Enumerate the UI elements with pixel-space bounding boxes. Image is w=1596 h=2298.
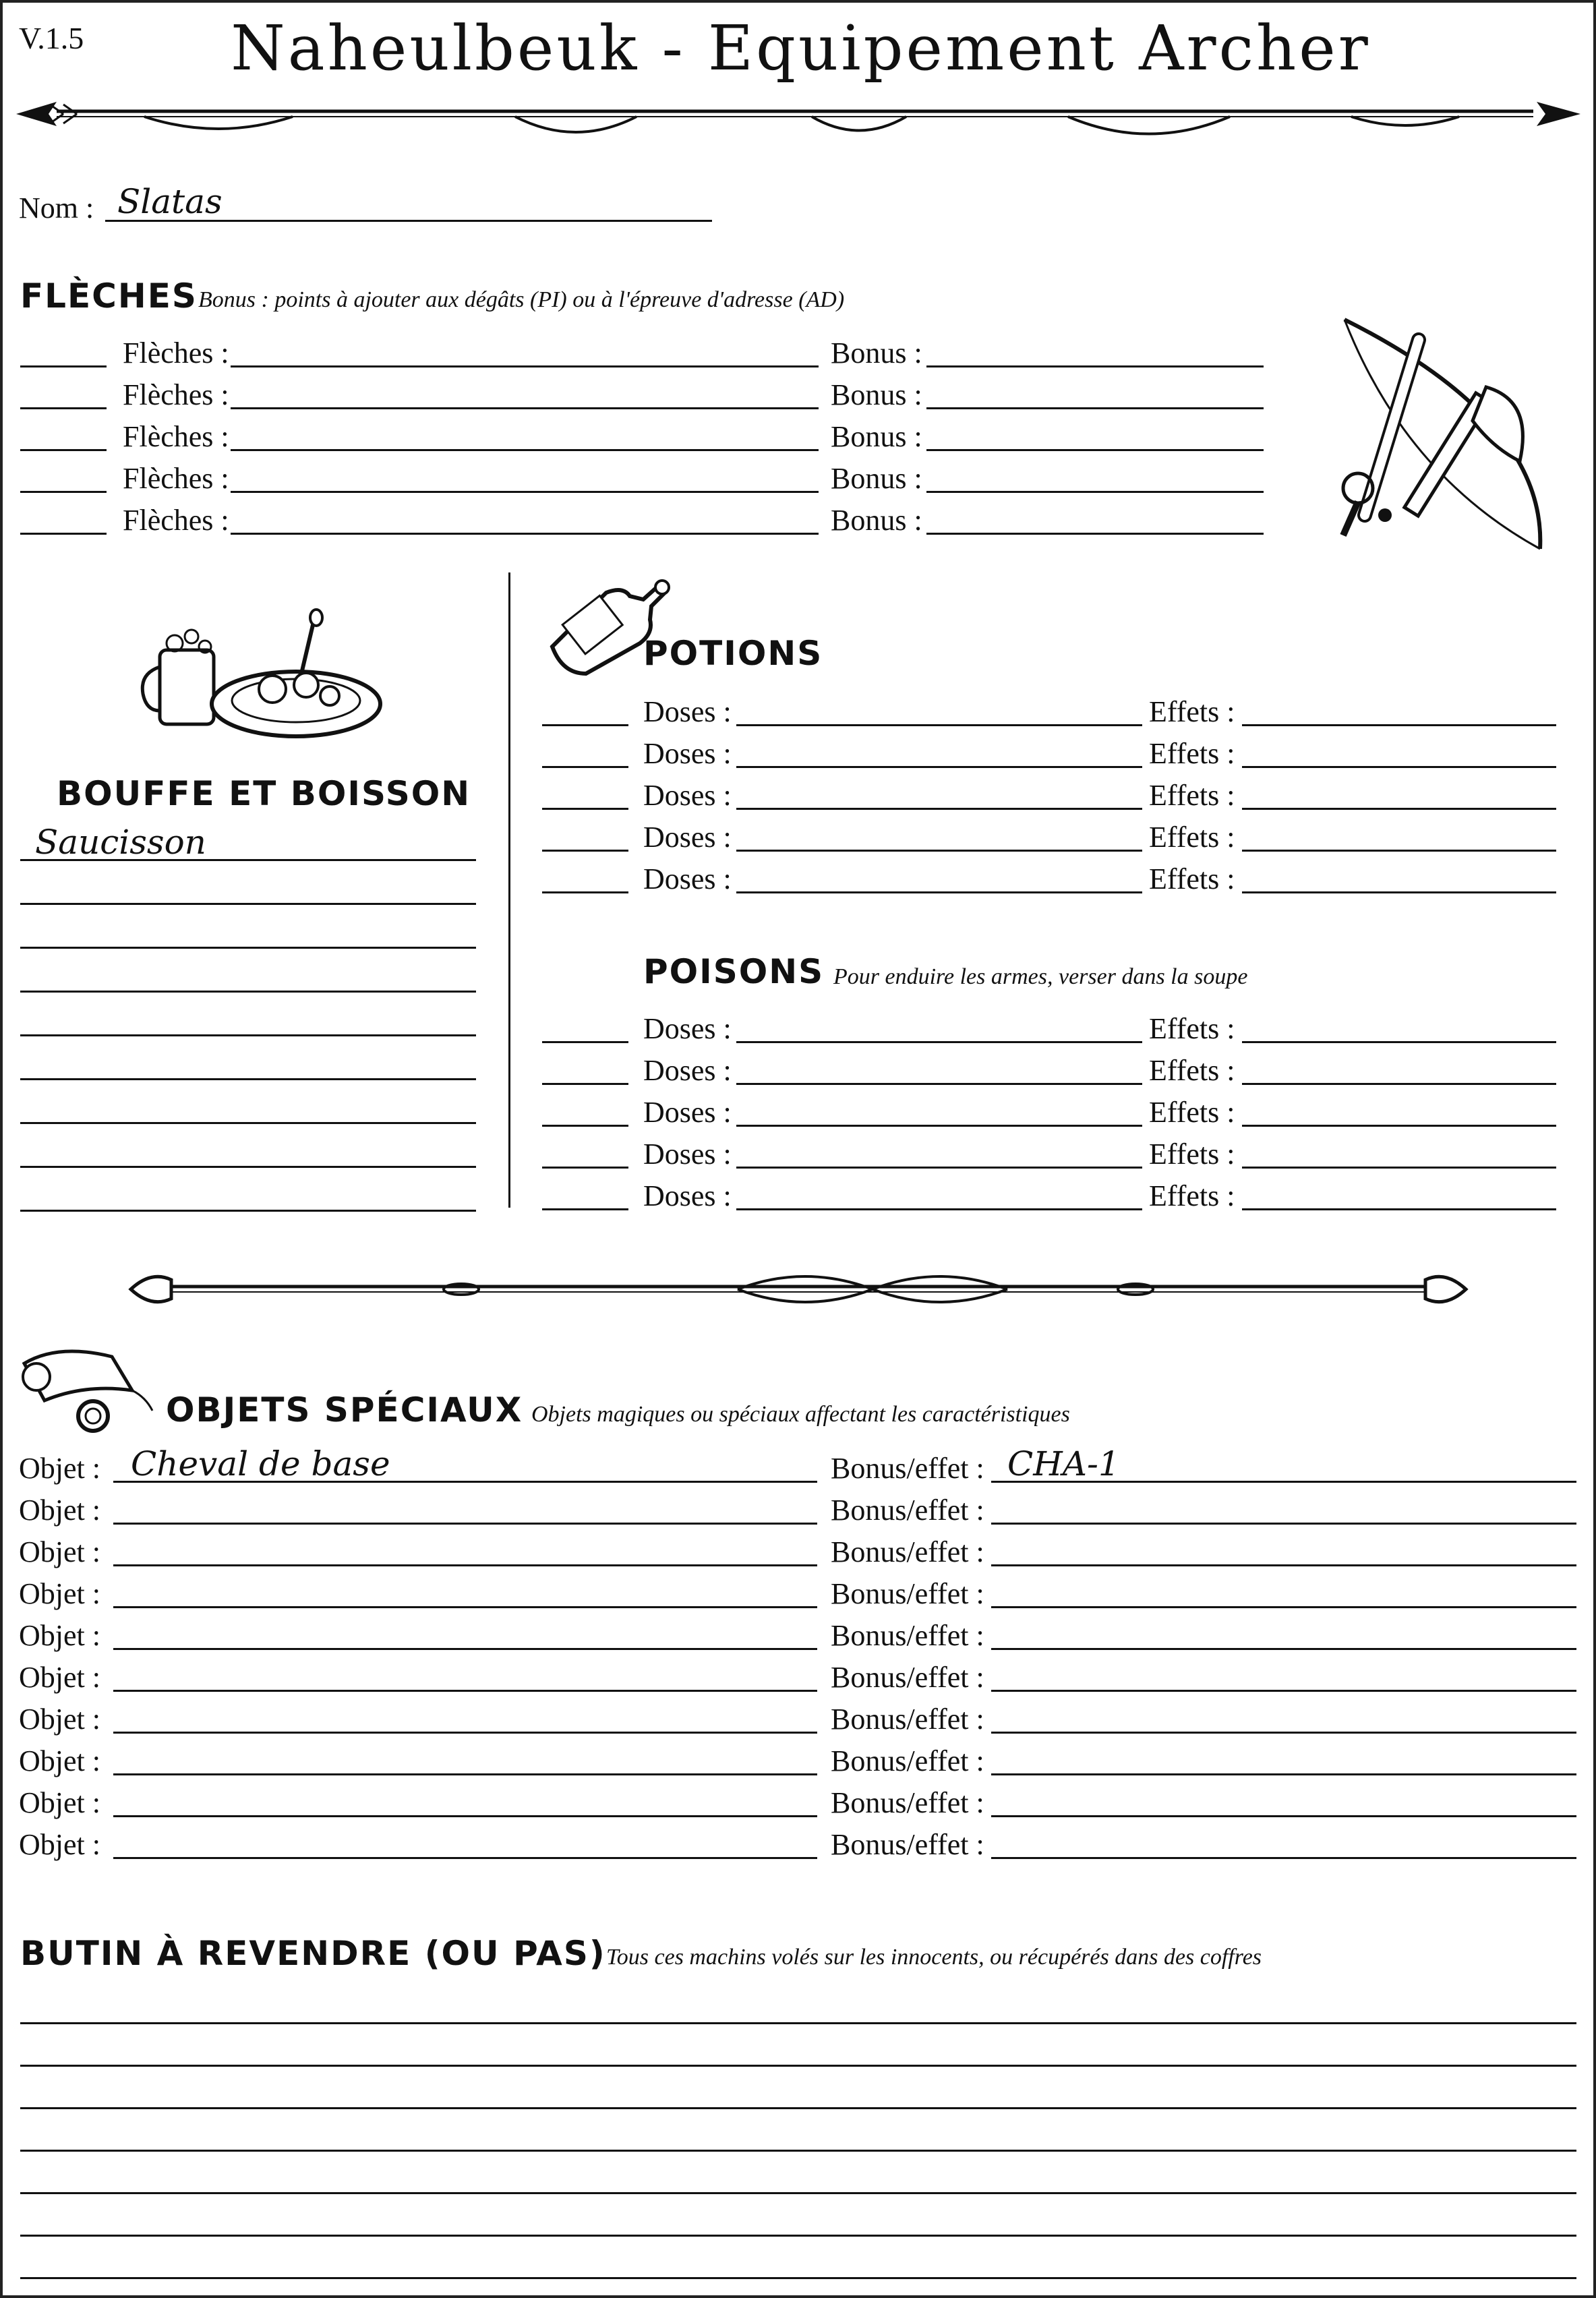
bonus-effect-field[interactable] <box>991 1523 1576 1525</box>
food-entry-field[interactable] <box>20 947 476 949</box>
loot-entry-field[interactable] <box>20 2235 1576 2237</box>
object-value: Cheval de base <box>131 1444 390 1483</box>
food-entry-field[interactable] <box>20 1210 476 1212</box>
arrow-bonus-field[interactable] <box>926 449 1264 451</box>
loot-entry-field[interactable] <box>20 2192 1576 2194</box>
object-label: Objet : <box>19 1452 100 1485</box>
arrow-row-label: Flèches : <box>123 504 229 537</box>
poisons-effects-field[interactable] <box>1242 1208 1556 1210</box>
arrow-bonus-field[interactable] <box>926 491 1264 493</box>
special-heading: OBJETS SPÉCIAUX <box>166 1390 523 1430</box>
name-label: Nom : <box>19 192 94 225</box>
bonus-effect-label: Bonus/effet : <box>831 1535 984 1568</box>
object-label: Objet : <box>19 1535 100 1568</box>
loot-entry-field[interactable] <box>20 2277 1576 2279</box>
arrow-type-field[interactable] <box>231 449 819 451</box>
potions-doses-label: Doses : <box>643 779 732 812</box>
poisons-effects-label: Effets : <box>1149 1012 1235 1045</box>
potions-count-field[interactable] <box>542 766 628 768</box>
potions-doses-label: Doses : <box>643 862 732 895</box>
name-field[interactable]: Slatas <box>117 182 223 221</box>
arrow-bonus-field[interactable] <box>926 365 1264 367</box>
crossed-weapons-icon <box>1324 313 1574 556</box>
bonus-effect-label: Bonus/effet : <box>831 1661 984 1694</box>
poisons-count-field[interactable] <box>542 1125 628 1127</box>
potions-effects-field[interactable] <box>1242 808 1556 810</box>
bonus-effect-field[interactable] <box>991 1815 1576 1817</box>
arrow-count-field[interactable] <box>20 491 107 493</box>
bonus-effect-field[interactable] <box>991 1690 1576 1692</box>
potions-effects-field[interactable] <box>1242 724 1556 726</box>
bonus-effect-value: CHA-1 <box>1007 1444 1120 1483</box>
poisons-doses-field[interactable] <box>736 1167 1142 1169</box>
poisons-doses-label: Doses : <box>643 1179 732 1212</box>
object-label: Objet : <box>19 1661 100 1694</box>
poisons-doses-field[interactable] <box>736 1083 1142 1085</box>
poisons-heading: POISONS <box>643 952 825 991</box>
poisons-count-field[interactable] <box>542 1083 628 1085</box>
potions-count-field[interactable] <box>542 850 628 852</box>
bonus-effect-label: Bonus/effet : <box>831 1577 984 1610</box>
poisons-effects-label: Effets : <box>1149 1096 1235 1129</box>
potions-effects-label: Effets : <box>1149 779 1235 812</box>
poisons-doses-label: Doses : <box>643 1138 732 1171</box>
potions-effects-field[interactable] <box>1242 766 1556 768</box>
loot-entry-field[interactable] <box>20 2150 1576 2152</box>
arrow-bonus-label: Bonus : <box>831 420 922 453</box>
bonus-effect-label: Bonus/effet : <box>831 1828 984 1861</box>
object-label: Objet : <box>19 1494 100 1527</box>
food-entry-text: Saucisson <box>35 823 206 862</box>
poisons-doses-field[interactable] <box>736 1125 1142 1127</box>
version-label: V.1.5 <box>19 21 84 55</box>
poisons-effects-label: Effets : <box>1149 1054 1235 1087</box>
potions-effects-label: Effets : <box>1149 821 1235 854</box>
poisons-effects-field[interactable] <box>1242 1083 1556 1085</box>
arrow-bonus-label: Bonus : <box>831 504 922 537</box>
potions-effects-field[interactable] <box>1242 850 1556 852</box>
arrow-bonus-label: Bonus : <box>831 378 922 411</box>
object-label: Objet : <box>19 1703 100 1736</box>
potions-doses-field[interactable] <box>736 766 1142 768</box>
arrow-row-label: Flèches : <box>123 336 229 370</box>
poisons-count-field[interactable] <box>542 1167 628 1169</box>
arrow-bonus-field[interactable] <box>926 533 1264 535</box>
bonus-effect-field[interactable] <box>991 1773 1576 1775</box>
arrow-bonus-label: Bonus : <box>831 336 922 370</box>
poisons-doses-field[interactable] <box>736 1208 1142 1210</box>
poisons-count-field[interactable] <box>542 1208 628 1210</box>
object-field[interactable] <box>113 1815 817 1817</box>
arrow-bonus-field[interactable] <box>926 407 1264 409</box>
bonus-effect-field[interactable] <box>991 1732 1576 1734</box>
bonus-effect-label: Bonus/effet : <box>831 1744 984 1777</box>
object-label: Objet : <box>19 1619 100 1652</box>
food-and-mug-icon <box>141 610 384 741</box>
arrow-count-field[interactable] <box>20 533 107 535</box>
poisons-effects-field[interactable] <box>1242 1167 1556 1169</box>
bonus-effect-field[interactable] <box>991 1564 1576 1566</box>
poisons-count-field[interactable] <box>542 1041 628 1043</box>
object-field[interactable] <box>113 1606 817 1608</box>
name-line <box>105 220 712 222</box>
bonus-effect-label: Bonus/effet : <box>831 1703 984 1736</box>
potions-effects-label: Effets : <box>1149 737 1235 770</box>
potions-doses-field[interactable] <box>736 724 1142 726</box>
poisons-effects-label: Effets : <box>1149 1138 1235 1171</box>
special-subtitle: Objets magiques ou spéciaux affectant les caractéristiques <box>531 1402 1070 1427</box>
object-label: Objet : <box>19 1577 100 1610</box>
potions-effects-label: Effets : <box>1149 862 1235 895</box>
food-entry-field[interactable] <box>20 1034 476 1036</box>
column-divider <box>508 572 510 1208</box>
arrow-bonus-label: Bonus : <box>831 462 922 495</box>
poisons-effects-field[interactable] <box>1242 1041 1556 1043</box>
potions-doses-field[interactable] <box>736 808 1142 810</box>
poisons-doses-label: Doses : <box>643 1012 732 1045</box>
arrow-type-field[interactable] <box>231 407 819 409</box>
arrow-row-label: Flèches : <box>123 420 229 453</box>
potions-count-field[interactable] <box>542 891 628 893</box>
loot-subtitle: Tous ces machins volés sur les innocents, ou récupérés dans des coffres <box>606 1945 1262 1970</box>
arrow-count-field[interactable] <box>20 365 107 367</box>
bonus-effect-label: Bonus/effet : <box>831 1619 984 1652</box>
potions-doses-field[interactable] <box>736 850 1142 852</box>
poisons-doses-label: Doses : <box>643 1054 732 1087</box>
poisons-doses-label: Doses : <box>643 1096 732 1129</box>
object-field[interactable] <box>113 1732 817 1734</box>
arrow-type-field[interactable] <box>231 365 819 367</box>
potions-effects-label: Effets : <box>1149 695 1235 728</box>
potions-heading: POTIONS <box>643 634 823 673</box>
object-label: Objet : <box>19 1744 100 1777</box>
bonus-effect-label: Bonus/effet : <box>831 1452 984 1485</box>
arrow-count-field[interactable] <box>20 449 107 451</box>
potions-doses-field[interactable] <box>736 891 1142 893</box>
arrow-count-field[interactable] <box>20 407 107 409</box>
poisons-effects-label: Effets : <box>1149 1179 1235 1212</box>
potions-count-field[interactable] <box>542 808 628 810</box>
arrow-type-field[interactable] <box>231 533 819 535</box>
arrows-subtitle: Bonus : points à ajouter aux dégâts (PI) ou à l'épreuve d'adresse (AD) <box>198 287 845 312</box>
arrows-heading: FLÈCHES <box>20 276 198 316</box>
loot-entry-field[interactable] <box>20 2065 1576 2067</box>
arrow-divider-icon <box>16 87 1580 154</box>
loot-entry-field[interactable] <box>20 2022 1576 2024</box>
bonus-effect-label: Bonus/effet : <box>831 1494 984 1527</box>
potions-doses-label: Doses : <box>643 821 732 854</box>
object-field[interactable] <box>113 1857 817 1859</box>
page-title: Naheulbeuk - Equipement Archer <box>231 12 1371 84</box>
arrow-row-label: Flèches : <box>123 378 229 411</box>
poisons-subtitle: Pour enduire les armes, verser dans la soupe <box>833 964 1248 989</box>
object-field[interactable] <box>113 1690 817 1692</box>
potions-doses-label: Doses : <box>643 737 732 770</box>
arrow-row-label: Flèches : <box>123 462 229 495</box>
food-heading: BOUFFE ET BOISSON <box>57 774 471 813</box>
poisons-doses-field[interactable] <box>736 1041 1142 1043</box>
object-field[interactable] <box>113 1773 817 1775</box>
food-entry-field[interactable] <box>20 903 476 905</box>
potions-doses-label: Doses : <box>643 695 732 728</box>
scroll-and-ring-icon <box>18 1336 159 1438</box>
object-label: Objet : <box>19 1828 100 1861</box>
bonus-effect-label: Bonus/effet : <box>831 1786 984 1819</box>
object-label: Objet : <box>19 1786 100 1819</box>
loot-entry-field[interactable] <box>20 2107 1576 2109</box>
object-field[interactable] <box>113 1648 817 1650</box>
arrow-type-field[interactable] <box>231 491 819 493</box>
food-entry-field[interactable] <box>20 1078 476 1080</box>
object-field[interactable] <box>113 1523 817 1525</box>
staff-divider-icon <box>131 1264 1466 1311</box>
object-field[interactable] <box>113 1564 817 1566</box>
bonus-effect-field[interactable] <box>991 1648 1576 1650</box>
potions-effects-field[interactable] <box>1242 891 1556 893</box>
bonus-effect-field[interactable] <box>991 1857 1576 1859</box>
bonus-effect-field[interactable] <box>991 1606 1576 1608</box>
food-entry-field[interactable] <box>20 991 476 993</box>
potions-count-field[interactable] <box>542 724 628 726</box>
food-entry-field[interactable] <box>20 1122 476 1124</box>
loot-heading: BUTIN À REVENDRE (OU PAS) <box>20 1934 606 1973</box>
food-entry-field[interactable] <box>20 1166 476 1168</box>
poisons-effects-field[interactable] <box>1242 1125 1556 1127</box>
